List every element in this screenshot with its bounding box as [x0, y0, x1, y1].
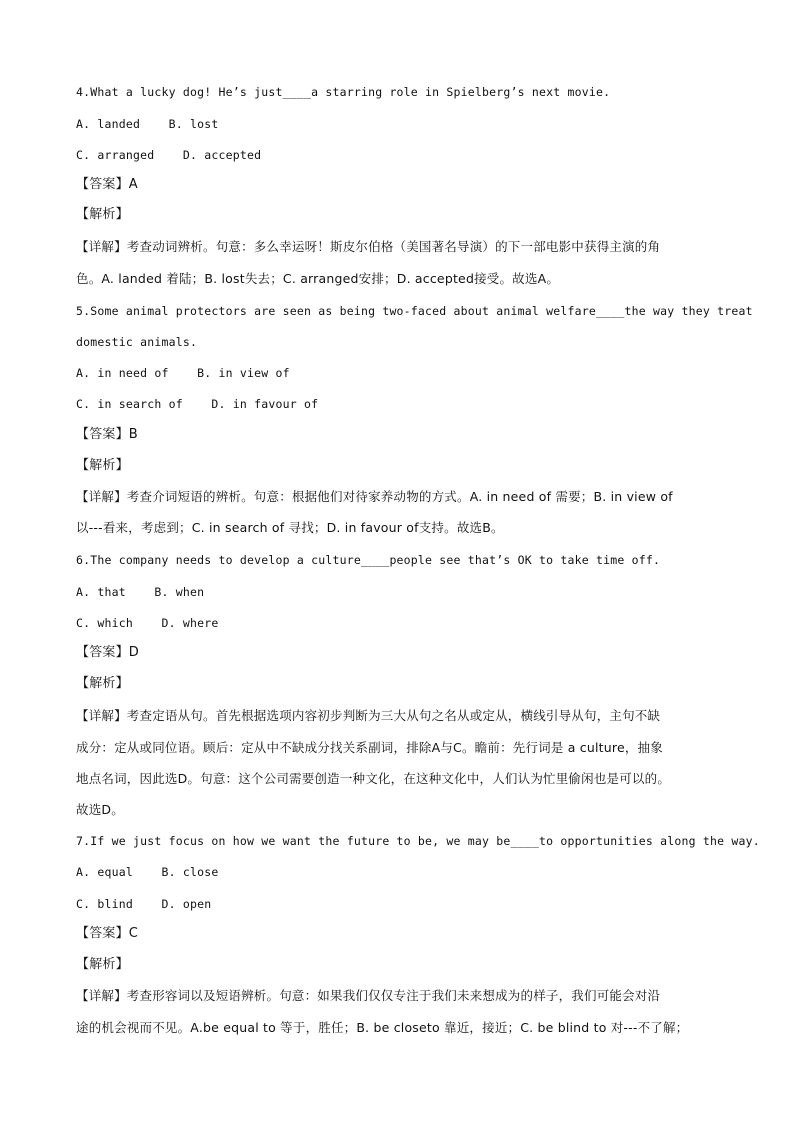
q5-stem-line2: domestic animals. [76, 335, 198, 349]
q4-detail-line2: 色。A. landed 着陆；B. lost失去；C. arranged安排；D. accepted接受。故选A。 [76, 271, 560, 286]
q5-options-row1: A. in need of B. in view of [76, 366, 290, 380]
q6-options-row1: A. that B. when [76, 585, 205, 599]
q4-stem: 4.What a lucky dog! He’s just____a starring role in Spielberg’s next movie. [76, 85, 611, 99]
q4-options-row1: A. landed B. lost [76, 117, 219, 131]
q6-stem: 6.The company needs to develop a culture____people see that’s OK to take time off. [76, 553, 661, 567]
q5-detail-line1: 【详解】考查介词短语的辨析。句意：根据他们对待家养动物的方式。A. in need of 需要；B. in view of [76, 489, 673, 504]
q4-options-row2: C. arranged D. accepted [76, 148, 262, 162]
q7-detail-line2: 途的机会视而不见。A.be equal to 等于，胜任；B. be closeto 靠近，接近；C. be blind to 对---不了解； [76, 1020, 689, 1035]
q5-answer: 【答案】B [76, 427, 138, 442]
q5-stem-line1: 5.Some animal protectors are seen as being two-faced about animal welfare____the way they treat [76, 304, 753, 318]
q7-detail-line1: 【详解】考查形容词以及短语辨析。句意：如果我们仅仅专注于我们未来想成为的样子，我们可能会对沿 [76, 988, 661, 1003]
q7-answer: 【答案】C [76, 926, 139, 941]
q4-analysis-label: 【解析】 [76, 207, 129, 222]
q6-options-row2: C. which D. where [76, 616, 219, 630]
q6-analysis-label: 【解析】 [76, 676, 129, 691]
q7-stem: 7.If we just focus on how we want the future to be, we may be____to opportunities along the way. [76, 834, 760, 848]
q4-answer: 【答案】A [76, 177, 138, 192]
q6-answer: 【答案】D [76, 645, 140, 660]
q5-options-row2: C. in search of D. in favour of [76, 397, 319, 411]
q6-detail-line2: 成分：定从或同位语。顾后：定从中不缺成分找关系副词，排除A与C。瞻前：先行词是 a culture，抽象 [76, 740, 663, 755]
q4-detail-line1: 【详解】考查动词辨析。句意：多么幸运呀！斯皮尔伯格（美国著名导演）的下一部电影中获得主演的角 [76, 239, 661, 254]
q6-detail-line4: 故选D。 [76, 802, 124, 817]
q6-detail-line3: 地点名词，因此选D。句意：这个公司需要创造一种文化，在这种文化中，人们认为忙里偷闲也是可以的。 [76, 771, 671, 786]
q5-detail-line2: 以---看来，考虑到；C. in search of 寻找；D. in favour of支持。故选B。 [76, 520, 504, 535]
q5-analysis-label: 【解析】 [76, 458, 129, 473]
q7-options-row1: A. equal B. close [76, 865, 219, 879]
q6-detail-line1: 【详解】考查定语从句。首先根据选项内容初步判断为三大从句之名从或定从，横线引导从句，主句不缺 [76, 708, 661, 723]
q7-options-row2: C. blind D. open [76, 897, 212, 911]
q7-analysis-label: 【解析】 [76, 957, 129, 972]
